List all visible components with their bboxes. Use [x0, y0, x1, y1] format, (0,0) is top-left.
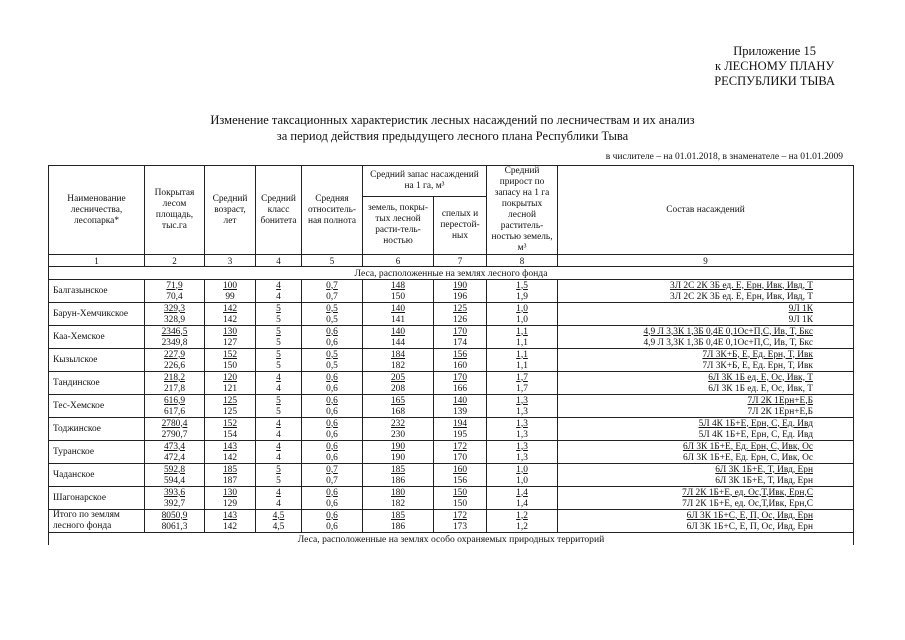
table-body: [49, 255, 854, 546]
value-2018-class: 4: [256, 372, 302, 384]
value-2018-stock-mature: 150: [434, 487, 487, 499]
value-2009-composition: 7Л 2К 1Ерн+Е,Б: [558, 406, 854, 418]
value-2009-age: 121: [205, 383, 256, 395]
forestry-name-line: Каа-Хемское: [53, 332, 105, 342]
value-2018-density: 0,6: [302, 487, 363, 499]
column-numbers-row: [49, 255, 854, 267]
table-row: [49, 291, 854, 303]
value-2018-composition: 6Л 3К 1Б+Е, Т, Ивд, Ерн: [558, 464, 854, 476]
value-2018-stock-land: 232: [363, 418, 434, 430]
forestry-name-line: Барун-Хемчикское: [53, 309, 129, 319]
value-2018-stock-mature: 172: [434, 441, 487, 453]
table-row: [49, 441, 854, 453]
value-2009-stock-land: 150: [363, 291, 434, 303]
value-2009-stock-land: 182: [363, 498, 434, 510]
value-2009-stock-land: 186: [363, 475, 434, 487]
value-2018-area: 227,9: [145, 349, 205, 361]
value-2018-stock-land: 205: [363, 372, 434, 384]
value-2009-age: 142: [205, 521, 256, 533]
value-2018-density: 0,6: [302, 372, 363, 384]
value-2009-stock-land: 186: [363, 521, 434, 533]
value-2009-density: 0,6: [302, 337, 363, 349]
value-2018-age: 142: [205, 303, 256, 315]
forestry-name-line: Тандинское: [53, 378, 100, 388]
table-row: [49, 521, 854, 533]
date-note: в числителе – на 01.01.2018, в знаменателе – на 01.01.2009: [605, 152, 843, 162]
value-2009-growth: 1,0: [487, 314, 558, 326]
header-stock-mature: спелых и перестой-ных: [434, 196, 487, 254]
value-2009-stock-land: 141: [363, 314, 434, 326]
appendix-line-3: РЕСПУБЛИКИ ТЫВА: [714, 74, 835, 88]
col-number: 3: [205, 255, 256, 267]
table-row: [49, 406, 854, 418]
value-2018-growth: 1,0: [487, 303, 558, 315]
value-2018-stock-mature: 170: [434, 326, 487, 338]
value-2009-class: 5: [256, 475, 302, 487]
table-row: [49, 418, 854, 430]
col-number: 6: [363, 255, 434, 267]
value-2018-stock-mature: 156: [434, 349, 487, 361]
value-2018-composition: 3Л 2С 2К 3Б ед. Е, Ерн, Ивк, Ивд, Т: [558, 280, 854, 292]
value-2009-stock-land: 144: [363, 337, 434, 349]
value-2018-class: 4: [256, 487, 302, 499]
value-2009-density: 0,6: [302, 383, 363, 395]
header-area: Покрытая лесом площадь, тыс.га: [145, 166, 205, 255]
value-2018-class: 5: [256, 349, 302, 361]
value-2009-class: 5: [256, 314, 302, 326]
value-2018-stock-land: 190: [363, 441, 434, 453]
value-2018-composition: 7Л 2К 1Ерн+Е,Б: [558, 395, 854, 407]
value-2018-age: 130: [205, 487, 256, 499]
value-2018-composition: 5Л 4К 1Б+Е, Ерн, С, Ед. Ивд: [558, 418, 854, 430]
value-2009-class: 4: [256, 452, 302, 464]
value-2018-stock-land: 185: [363, 510, 434, 522]
value-2009-composition: 5Л 4К 1Б+Е, Ерн, С, Ед. Ивд: [558, 429, 854, 441]
col-number: 7: [434, 255, 487, 267]
value-2018-stock-mature: 172: [434, 510, 487, 522]
value-2018-stock-mature: 190: [434, 280, 487, 292]
forestry-name: [49, 441, 145, 464]
value-2009-growth: 1,3: [487, 429, 558, 441]
table-row: [49, 383, 854, 395]
table-row: [49, 303, 854, 315]
value-2018-age: 120: [205, 372, 256, 384]
value-2018-growth: 1,3: [487, 395, 558, 407]
value-2009-age: 127: [205, 337, 256, 349]
value-2018-area: 616,9: [145, 395, 205, 407]
section-row: [49, 533, 854, 546]
value-2018-composition: 9Л 1К: [558, 303, 854, 315]
value-2018-density: 0,6: [302, 441, 363, 453]
value-2009-stock-land: 168: [363, 406, 434, 418]
value-2018-age: 100: [205, 280, 256, 292]
value-2009-stock-land: 182: [363, 360, 434, 372]
value-2018-density: 0,6: [302, 395, 363, 407]
value-2009-area: 617,6: [145, 406, 205, 418]
value-2018-growth: 1,2: [487, 510, 558, 522]
value-2018-stock-mature: 160: [434, 464, 487, 476]
value-2009-area: 226,6: [145, 360, 205, 372]
value-2009-class: 5: [256, 337, 302, 349]
value-2009-density: 0,6: [302, 452, 363, 464]
value-2018-composition: 6Л 3К 1Б+С, Е, П, Ос, Ивд, Ерн: [558, 510, 854, 522]
value-2009-composition: 6Л 3К 1Б+Е, Т, Ивд, Ерн: [558, 475, 854, 487]
value-2018-class: 5: [256, 303, 302, 315]
table-row: [49, 337, 854, 349]
forestry-name-line: лесного фонда: [53, 521, 112, 531]
value-2018-growth: 1,1: [487, 349, 558, 361]
value-2009-class: 4,5: [256, 521, 302, 533]
value-2009-area: 2790,7: [145, 429, 205, 441]
header-class: Средний класс бонитета: [256, 166, 302, 255]
value-2018-stock-land: 165: [363, 395, 434, 407]
value-2018-area: 473,4: [145, 441, 205, 453]
value-2018-stock-land: 148: [363, 280, 434, 292]
section-title: Леса, расположенные на землях особо охраняемых природных территорий: [49, 533, 854, 546]
value-2009-stock-mature: 174: [434, 337, 487, 349]
header-stock-land: земель, покры-тых лесной расти-тель-ностью: [363, 196, 434, 254]
table-row: [49, 372, 854, 384]
table-row: [49, 510, 854, 522]
value-2018-class: 4: [256, 280, 302, 292]
forestry-name-line: Кызылское: [53, 355, 98, 365]
value-2009-composition: 7Л 3К+Б, Е, Ед. Ерн, Т, Ивк: [558, 360, 854, 372]
value-2018-density: 0,7: [302, 464, 363, 476]
value-2018-age: 152: [205, 349, 256, 361]
value-2018-growth: 1,1: [487, 326, 558, 338]
taxation-table: [48, 165, 854, 545]
forestry-name: [49, 418, 145, 441]
table-row: [49, 280, 854, 292]
forestry-name-line: Тоджинское: [53, 424, 101, 434]
table-header: [49, 166, 854, 255]
value-2009-growth: 1,0: [487, 475, 558, 487]
value-2018-age: 152: [205, 418, 256, 430]
value-2009-area: 392,7: [145, 498, 205, 510]
value-2018-growth: 1,4: [487, 487, 558, 499]
value-2018-density: 0,5: [302, 303, 363, 315]
header-stock-group: Средний запас насаждений на 1 га, м³: [363, 166, 487, 197]
value-2018-area: 2780,4: [145, 418, 205, 430]
appendix-line-1: Приложение 15: [733, 44, 816, 58]
forestry-name-line: Итого по землям: [53, 510, 120, 520]
value-2009-class: 4: [256, 429, 302, 441]
forestry-name: [49, 326, 145, 349]
value-2009-stock-land: 208: [363, 383, 434, 395]
value-2018-growth: 1,0: [487, 464, 558, 476]
section-title: Леса, расположенные на землях лесного фонда: [49, 267, 854, 280]
value-2018-age: 143: [205, 510, 256, 522]
forestry-name-line: Шагонарское: [53, 493, 106, 503]
value-2009-age: 187: [205, 475, 256, 487]
value-2009-stock-mature: 170: [434, 452, 487, 464]
value-2009-area: 328,9: [145, 314, 205, 326]
value-2009-stock-mature: 150: [434, 498, 487, 510]
value-2018-stock-mature: 170: [434, 372, 487, 384]
value-2009-age: 154: [205, 429, 256, 441]
forestry-name: [49, 280, 145, 303]
value-2018-density: 0,6: [302, 418, 363, 430]
value-2018-class: 5: [256, 395, 302, 407]
header-composition: Состав насаждений: [558, 166, 854, 255]
value-2018-class: 5: [256, 464, 302, 476]
value-2018-area: 2346,5: [145, 326, 205, 338]
value-2009-density: 0,7: [302, 475, 363, 487]
document-title: [0, 112, 905, 144]
value-2009-area: 472,4: [145, 452, 205, 464]
value-2018-composition: 6Л 3К 1Б ед. Е, Ос, Ивк, Т: [558, 372, 854, 384]
col-number: 5: [302, 255, 363, 267]
table-row: [49, 314, 854, 326]
header-age: Средний возраст, лет: [205, 166, 256, 255]
value-2018-density: 0,6: [302, 510, 363, 522]
forestry-name: [49, 372, 145, 395]
col-number: 1: [49, 255, 145, 267]
value-2009-stock-mature: 156: [434, 475, 487, 487]
value-2009-growth: 1,7: [487, 383, 558, 395]
value-2009-composition: 7Л 2К 1Б+Е, ед. Ос,Т,Ивк, Ерн,С: [558, 498, 854, 510]
header-density: Средняя относитель-ная полнота: [302, 166, 363, 255]
value-2009-area: 2349,8: [145, 337, 205, 349]
table-row: [49, 395, 854, 407]
value-2018-growth: 1,3: [487, 418, 558, 430]
value-2009-age: 150: [205, 360, 256, 372]
value-2009-stock-mature: 195: [434, 429, 487, 441]
value-2018-area: 329,3: [145, 303, 205, 315]
forestry-name: [49, 303, 145, 326]
table-row: [49, 429, 854, 441]
value-2009-stock-land: 230: [363, 429, 434, 441]
value-2009-density: 0,6: [302, 498, 363, 510]
value-2009-growth: 1,9: [487, 291, 558, 303]
value-2009-stock-mature: 160: [434, 360, 487, 372]
value-2018-growth: 1,5: [487, 280, 558, 292]
value-2009-age: 125: [205, 406, 256, 418]
table-row: [49, 452, 854, 464]
value-2009-class: 4: [256, 291, 302, 303]
value-2009-growth: 1,1: [487, 337, 558, 349]
table-row: [49, 475, 854, 487]
header-name: Наименование лесничества, лесопарка*: [49, 166, 145, 255]
value-2018-area: 218,2: [145, 372, 205, 384]
value-2009-class: 5: [256, 360, 302, 372]
value-2018-growth: 1,7: [487, 372, 558, 384]
forestry-name-line: Балгазынское: [53, 286, 108, 296]
value-2009-stock-mature: 196: [434, 291, 487, 303]
col-number: 2: [145, 255, 205, 267]
value-2009-stock-land: 190: [363, 452, 434, 464]
value-2009-growth: 1,1: [487, 360, 558, 372]
value-2009-age: 142: [205, 314, 256, 326]
value-2018-area: 8050,9: [145, 510, 205, 522]
value-2018-age: 185: [205, 464, 256, 476]
value-2018-growth: 1,3: [487, 441, 558, 453]
value-2009-growth: 1,4: [487, 498, 558, 510]
value-2009-stock-mature: 126: [434, 314, 487, 326]
value-2018-class: 4: [256, 441, 302, 453]
value-2018-composition: 6Л 3К 1Б+Е, Ед. Ерн, С, Ивк, Ос: [558, 441, 854, 453]
value-2009-density: 0,6: [302, 429, 363, 441]
appendix-line-2: к ЛЕСНОМУ ПЛАНУ: [715, 59, 835, 73]
value-2009-growth: 1,2: [487, 521, 558, 533]
table-row: [49, 360, 854, 372]
value-2018-stock-mature: 194: [434, 418, 487, 430]
value-2009-composition: 4,9 Л 3,3К 1,3Б 0,4Е 0,1Ос+П,С, Ив, Т, Бкс: [558, 337, 854, 349]
title-line-2: за период действия предыдущего лесного плана Республики Тыва: [276, 129, 629, 143]
value-2018-density: 0,7: [302, 280, 363, 292]
value-2009-area: 217,8: [145, 383, 205, 395]
value-2009-age: 142: [205, 452, 256, 464]
value-2009-density: 0,6: [302, 521, 363, 533]
value-2009-area: 8061,3: [145, 521, 205, 533]
value-2009-stock-mature: 166: [434, 383, 487, 395]
forestry-name: [49, 464, 145, 487]
value-2018-class: 5: [256, 326, 302, 338]
value-2018-age: 125: [205, 395, 256, 407]
value-2018-stock-land: 184: [363, 349, 434, 361]
appendix-block: [714, 44, 835, 89]
forestry-name: [49, 395, 145, 418]
value-2009-composition: 3Л 2С 2К 3Б ед. Е, Ерн, Ивк, Ивд, Т: [558, 291, 854, 303]
value-2009-density: 0,7: [302, 291, 363, 303]
section-row: [49, 267, 854, 280]
value-2018-area: 592,8: [145, 464, 205, 476]
value-2009-class: 4: [256, 383, 302, 395]
value-2018-class: 4: [256, 418, 302, 430]
table-row: [49, 326, 854, 338]
value-2009-growth: 1,3: [487, 452, 558, 464]
value-2018-composition: 4,9 Л 3,3К 1,3Б 0,4Е 0,1Ос+П,С, Ив, Т, Бкс: [558, 326, 854, 338]
value-2009-age: 99: [205, 291, 256, 303]
forestry-name: [49, 349, 145, 372]
value-2018-stock-land: 140: [363, 303, 434, 315]
value-2009-age: 129: [205, 498, 256, 510]
header-growth: Средний прирост по запасу на 1 га покрытых лесной раститель-ностью земель, м³: [487, 166, 558, 255]
value-2018-area: 393,6: [145, 487, 205, 499]
value-2009-composition: 9Л 1К: [558, 314, 854, 326]
value-2009-density: 0,5: [302, 314, 363, 326]
value-2009-class: 4: [256, 498, 302, 510]
value-2009-density: 0,6: [302, 406, 363, 418]
table-row: [49, 487, 854, 499]
forestry-name: [49, 510, 145, 533]
forestry-name: [49, 487, 145, 510]
value-2018-stock-mature: 140: [434, 395, 487, 407]
value-2018-composition: 7Л 3К+Б, Е, Ед. Ерн, Т, Ивк: [558, 349, 854, 361]
value-2018-age: 143: [205, 441, 256, 453]
value-2009-stock-mature: 173: [434, 521, 487, 533]
value-2018-class: 4,5: [256, 510, 302, 522]
value-2018-density: 0,6: [302, 326, 363, 338]
value-2018-stock-land: 185: [363, 464, 434, 476]
col-number: 4: [256, 255, 302, 267]
value-2009-composition: 6Л 3К 1Б+Е, Ед. Ерн, С, Ивк, Ос: [558, 452, 854, 464]
forestry-name-line: Чаданское: [53, 470, 95, 480]
value-2018-density: 0,5: [302, 349, 363, 361]
value-2018-stock-mature: 125: [434, 303, 487, 315]
forestry-name-line: Туранское: [53, 447, 95, 457]
value-2009-area: 70,4: [145, 291, 205, 303]
table-row: [49, 464, 854, 476]
value-2009-composition: 6Л 3К 1Б ед. Е, Ос, Ивк, Т: [558, 383, 854, 395]
value-2009-stock-mature: 139: [434, 406, 487, 418]
value-2009-density: 0,5: [302, 360, 363, 372]
col-number: 9: [558, 255, 854, 267]
value-2009-growth: 1,3: [487, 406, 558, 418]
value-2018-composition: 7Л 2К 1Б+Е, ед. Ос,Т,Ивк, Ерн,С: [558, 487, 854, 499]
table-row: [49, 498, 854, 510]
col-number: 8: [487, 255, 558, 267]
table-row: [49, 349, 854, 361]
title-line-1: Изменение таксационных характеристик лесных насаждений по лесничествам и их анализ: [210, 113, 695, 127]
value-2009-class: 5: [256, 406, 302, 418]
value-2018-area: 71,9: [145, 280, 205, 292]
forestry-name-line: Тес-Хемское: [53, 401, 105, 411]
value-2018-age: 130: [205, 326, 256, 338]
value-2018-stock-land: 140: [363, 326, 434, 338]
value-2009-composition: 6Л 3К 1Б+С, Е, П, Ос, Ивд, Ерн: [558, 521, 854, 533]
value-2009-area: 594,4: [145, 475, 205, 487]
value-2018-stock-land: 180: [363, 487, 434, 499]
